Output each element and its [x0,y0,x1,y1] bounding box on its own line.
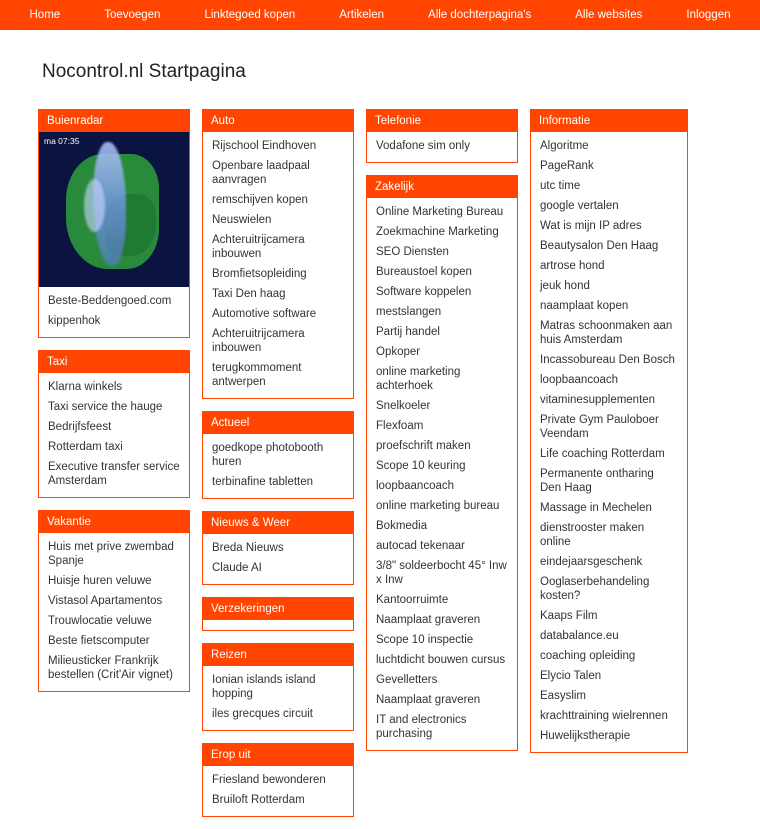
list-item[interactable]: mestslangen [376,306,442,319]
list-item[interactable]: Bokmedia [376,520,428,533]
nav-item-artikelen[interactable]: Artikelen [339,9,385,21]
link-box [202,411,354,499]
nav-item-alle-dochterpagina-s[interactable]: Alle dochterpagina's [428,9,532,21]
list-item[interactable]: Kantoorruimte [376,594,449,607]
box-body [203,434,353,498]
box-body [367,198,517,750]
box-title: Vakantie [39,511,189,533]
nav-item-inloggen[interactable]: Inloggen [686,9,731,21]
list-item[interactable]: Huwelijkstherapie [540,730,631,743]
list-item[interactable]: Scope 10 inspectie [376,634,474,647]
box-body [203,666,353,730]
list-item[interactable]: Scope 10 keuring [376,460,466,473]
list-item[interactable]: Ionian islands island hopping [212,674,316,701]
box-body [39,373,189,497]
list-item[interactable]: Opkoper [376,346,421,359]
nav-item-linktegoed-kopen[interactable]: Linktegoed kopen [204,9,296,21]
box-body [531,132,687,752]
list-item[interactable]: iles grecques circuit [212,708,313,721]
list-item[interactable]: Breda Nieuws [212,542,284,555]
box-body [39,533,189,691]
list-item[interactable]: Huis met prive zwembad Spanje [48,541,174,568]
list-item[interactable]: Rotterdam taxi [48,441,123,454]
radar-cloud2-shape [84,179,105,232]
list-item[interactable]: Bureaustoel kopen [376,266,472,279]
list-item[interactable]: IT and electronics purchasing [376,714,467,741]
list-item[interactable]: 3/8" soldeerbocht 45° Inw x Inw [376,560,507,587]
nav-item-toevoegen[interactable]: Toevoegen [104,9,161,21]
list-item[interactable]: Partij handel [376,326,440,339]
list-item[interactable]: artrose hond [540,260,605,273]
list-item[interactable]: proefschrift maken [376,440,471,453]
list-item[interactable]: Vodafone sim only [376,140,470,153]
list-item[interactable]: Huisje huren veluwe [48,575,152,588]
list-item[interactable]: PageRank [540,160,594,173]
link-box [530,109,688,753]
main-navigation [0,0,760,30]
link-box [366,175,518,751]
box-title: Zakelijk [367,176,517,198]
list-item[interactable]: kippenhok [48,315,101,328]
link-box [202,597,354,631]
box-title: Nieuws & Weer [203,512,353,534]
list-item[interactable]: SEO Diensten [376,246,449,259]
list-item[interactable]: Naamplaat graveren [376,694,481,707]
list-item[interactable]: Permanente ontharing Den Haag [540,468,654,495]
list-item[interactable]: Online Marketing Bureau [376,206,504,219]
list-item[interactable]: Wat is mijn IP adres [540,220,642,233]
link-box [38,350,190,498]
link-box [202,643,354,731]
link-box [202,109,354,399]
buienradar-image[interactable] [39,132,189,287]
box-title: Reizen [203,644,353,666]
list-item[interactable]: Rijschool Eindhoven [212,140,317,153]
list-item[interactable]: dienstrooster maken online [540,522,645,549]
box-title: Verzekeringen [203,598,353,620]
list-item[interactable]: loopbaancoach [376,480,455,493]
list-item[interactable]: Ooglaserbehandeling kosten? [540,576,650,603]
box-title: Informatie [531,110,687,132]
box-title: Auto [203,110,353,132]
link-box [38,109,190,338]
box-body [203,132,353,398]
list-item[interactable]: loopbaancoach [540,374,619,387]
list-item[interactable]: Elycio Talen [540,670,602,683]
column-2 [366,109,518,763]
list-item[interactable]: terbinafine tabletten [212,476,314,489]
page-title: Nocontrol.nl Startpagina [42,60,246,82]
box-body [203,534,353,584]
list-item[interactable]: Neuswielen [212,214,272,227]
link-box [366,109,518,163]
list-item[interactable]: Taxi service the hauge [48,401,163,414]
link-box [38,510,190,692]
list-item[interactable]: Kaaps Film [540,610,598,623]
list-item[interactable]: databalance.eu [540,630,619,643]
list-item[interactable]: Bromfietsopleiding [212,268,307,281]
list-item[interactable]: vitaminesupplementen [540,394,656,407]
list-item[interactable]: Gevelletters [376,674,438,687]
list-item[interactable]: Beste-Beddengoed.com [48,295,172,308]
list-item[interactable]: online marketing bureau [376,500,500,513]
list-item[interactable]: Easyslim [540,690,587,703]
list-item[interactable]: coaching opleiding [540,650,636,663]
list-item[interactable]: naamplaat kopen [540,300,629,313]
list-item[interactable]: Trouwlocatie veluwe [48,615,152,628]
list-item[interactable]: Life coaching Rotterdam [540,448,665,461]
list-item[interactable]: Achteruitrijcamera inbouwen [212,234,305,261]
list-item[interactable]: Bedrijfsfeest [48,421,112,434]
list-item[interactable]: Massage in Mechelen [540,502,652,515]
list-item[interactable]: jeuk hond [540,280,590,293]
list-item[interactable]: Bruiloft Rotterdam [212,794,305,807]
link-columns [0,109,760,829]
list-item[interactable]: utc time [540,180,581,193]
link-box [202,743,354,817]
column-1 [202,109,354,829]
column-0 [38,109,190,704]
box-body [203,766,353,816]
list-item[interactable]: Friesland bewonderen [212,774,326,787]
list-item[interactable]: Achteruitrijcamera inbouwen [212,328,305,355]
list-item[interactable]: Vistasol Apartamentos [48,595,163,608]
list-item[interactable]: eindejaarsgeschenk [540,556,643,569]
list-item[interactable]: Beste fietscomputer [48,635,150,648]
list-item[interactable]: google vertalen [540,200,619,213]
list-item[interactable]: luchtdicht bouwen cursus [376,654,506,667]
list-item[interactable]: remschijven kopen [212,194,308,207]
box-body [203,620,353,630]
box-body [367,132,517,162]
nav-item-alle-websites[interactable]: Alle websites [575,9,643,21]
list-item[interactable]: Zoekmachine Marketing [376,226,499,239]
list-item[interactable]: Beautysalon Den Haag [540,240,659,253]
box-title: Actueel [203,412,353,434]
box-body [39,287,189,337]
list-item[interactable]: Software koppelen [376,286,472,299]
list-item[interactable]: Incassobureau Den Bosch [540,354,675,367]
box-title: Buienradar [39,110,189,132]
list-item[interactable]: terugkommoment antwerpen [212,362,302,389]
list-item[interactable]: Milieusticker Frankrijk bestellen (Crit'Air vignet) [48,655,173,682]
box-title: Erop uit [203,744,353,766]
box-title: Telefonie [367,110,517,132]
list-item[interactable]: Openbare laadpaal aanvragen [212,160,310,187]
list-item[interactable]: Executive transfer service Amsterdam [48,461,180,488]
list-item[interactable]: Private Gym Pauloboer Veendam [540,414,659,441]
box-title: Taxi [39,351,189,373]
list-item[interactable]: Claude AI [212,562,262,575]
list-item[interactable]: goedkope photobooth huren [212,442,324,469]
nav-item-home[interactable]: Home [29,9,61,21]
list-item[interactable]: Naamplaat graveren [376,614,481,627]
column-3 [530,109,688,765]
list-item[interactable]: online marketing achterhoek [376,366,461,393]
list-item[interactable]: Algoritme [540,140,589,153]
list-item[interactable]: Matras schoonmaken aan huis Amsterdam [540,320,673,347]
list-item[interactable]: autocad tekenaar [376,540,465,553]
list-item[interactable]: krachttraining wielrennen [540,710,668,723]
list-item[interactable]: Automotive software [212,308,317,321]
radar-timestamp: ma 07:35 [44,136,80,147]
list-item[interactable]: Taxi Den haag [212,288,286,301]
list-item[interactable]: Snelkoeler [376,400,431,413]
link-box [202,511,354,585]
list-item[interactable]: Flexfoam [376,420,424,433]
list-item[interactable]: Klarna winkels [48,381,123,394]
